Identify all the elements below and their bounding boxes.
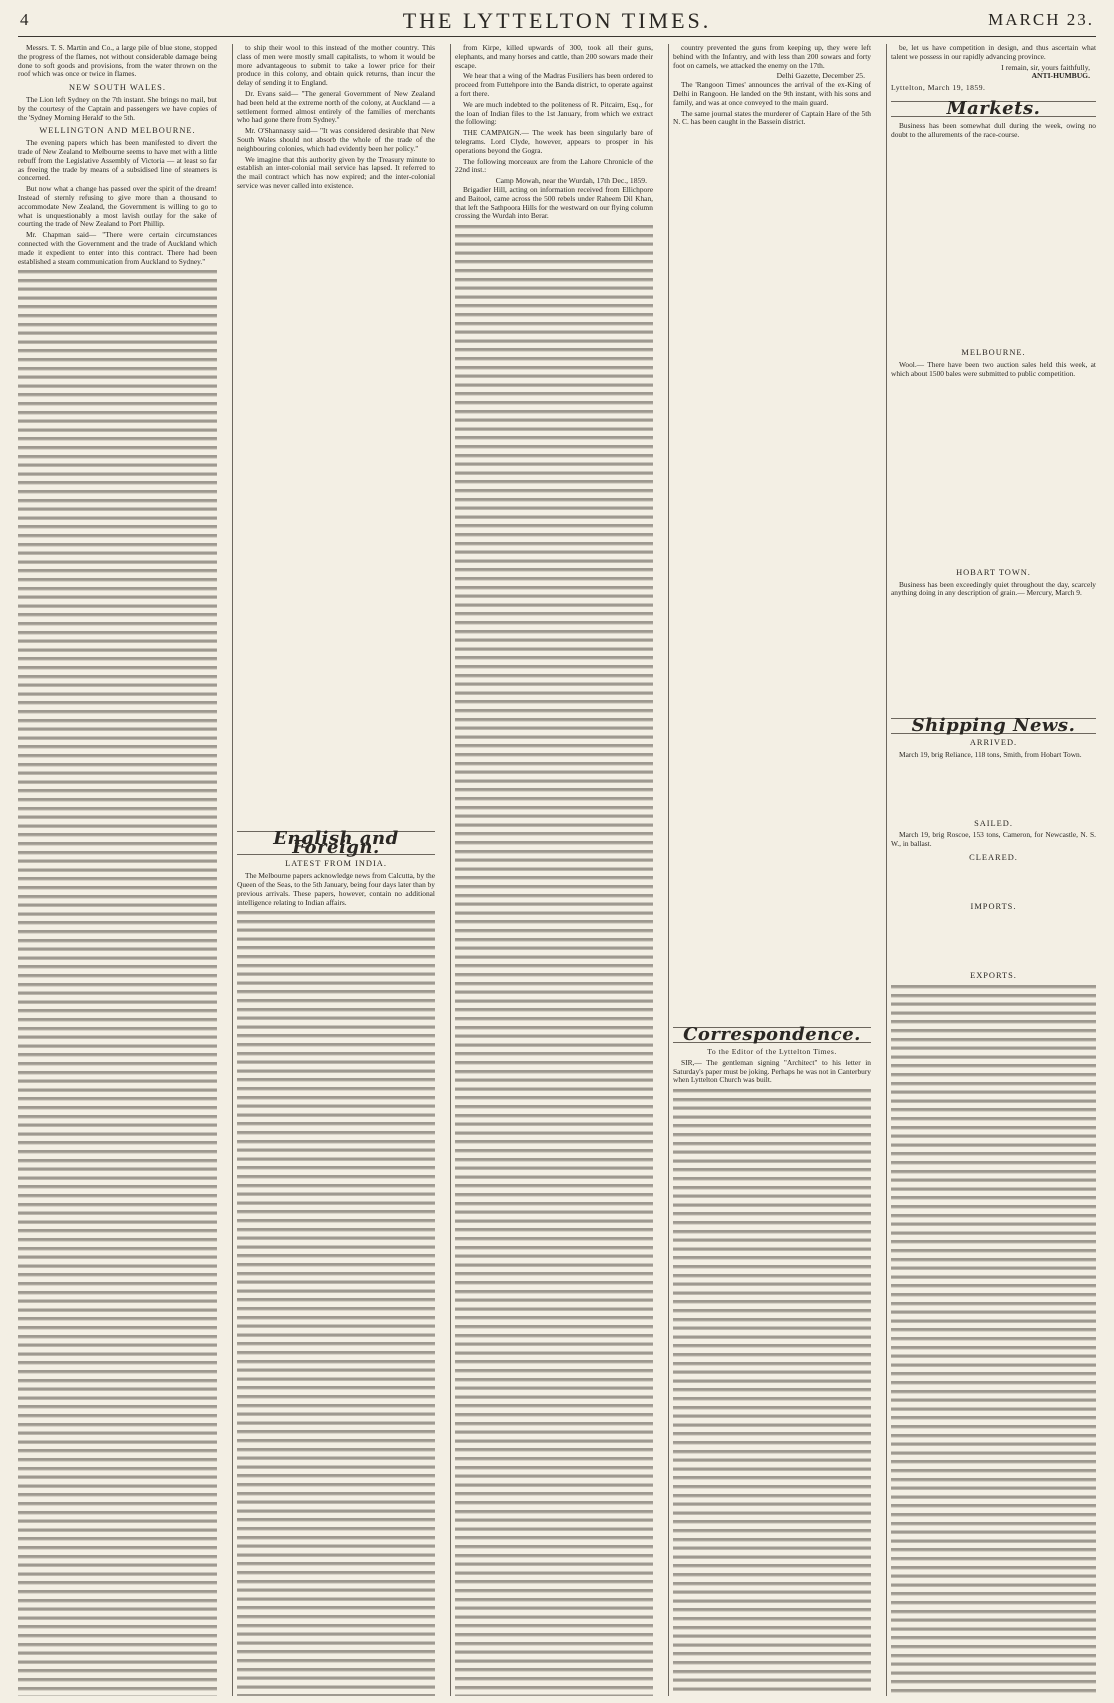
page-number: 4	[20, 10, 29, 29]
section-heading-markets: Markets.	[891, 101, 1096, 117]
continued-text	[673, 1087, 871, 1696]
article-paragraph: Mr. O'Shannassy said— "It was considered desirable that New South Wales should not absorb the whole of the trade of the neighbouring colonies, which had evidently been her policy."	[237, 126, 435, 153]
article-paragraph: The 'Rangoon Times' announces the arrival of the ex-King of Delhi in Rangoon. He landed on the 9th instant, with his sons and family, and was at once conveyed to the main guard.	[673, 80, 871, 107]
column-4	[668, 44, 875, 1696]
source-citation: Delhi Gazette, December 25.	[776, 71, 865, 81]
article-paragraph: We hear that a wing of the Madras Fusiliers has been ordered to proceed from Futtehpore into the Banda district, to operate against a fort there.	[455, 71, 653, 98]
article-paragraph: We are much indebted to the politeness of R. Pitcairn, Esq., for the loan of Indian files to the 1st January, from which we extract the following:	[455, 99, 653, 127]
continued-text	[891, 983, 1096, 1696]
column-5	[886, 44, 1100, 1696]
section-heading-foreign: English and Foreign.	[237, 831, 435, 856]
issue-date: MARCH 23.	[988, 10, 1094, 29]
article-paragraph: Wool.— There have been two auction sales held this week, at which about 1500 bales were submitted to public competition.	[891, 360, 1096, 378]
masthead	[18, 6, 1096, 37]
article-paragraph: Business has been somewhat dull during the week, owing no doubt to the allurements of the race-course.	[891, 120, 1096, 139]
paper-title: THE LYTTELTON TIMES.	[402, 8, 712, 33]
article-paragraph: The Lion left Sydney on the 7th instant. She brings no mail, but by the courtesy of the Captain and passengers we have copies of the 'Sydney Morning Herald' to the 5th.	[18, 94, 217, 122]
letter-signoff: I remain, sir, yours faithfully,	[1001, 62, 1090, 72]
section-heading: WELLINGTON AND MELBOURNE.	[39, 126, 196, 136]
column-2	[232, 44, 439, 1696]
article-paragraph: Mr. Chapman said— "There were certain circumstances connected with the Government and the trade of Auckland which made it expedient to enter into this contract. There had been established a steam communication from Auckland to Sydney."	[18, 230, 217, 266]
letter-address: To the Editor of the Lyttelton Times.	[707, 1046, 837, 1056]
letter-signature: ANTI-HUMBUG.	[1031, 71, 1090, 81]
section-heading: NEW SOUTH WALES.	[69, 83, 166, 93]
article-paragraph: SIR,— The gentleman signing "Architect" to his letter in Saturday's paper must be joking. Perhaps he was not in Canterbury when Lyttelton Church was built.	[673, 1057, 871, 1085]
article-paragraph: Messrs. T. S. Martin and Co., a large pile of blue stone, stopped the progress of the flames, not without considerable damage being done to soft goods and provisions, from the water thrown on the roof which was once or twice in flames.	[18, 44, 217, 79]
section-heading: CLEARED.	[969, 852, 1018, 862]
column-3	[450, 44, 657, 1696]
article-paragraph: The following morceaux are from the Lahore Chronicle of the 22nd inst.:	[455, 156, 653, 175]
section-heading: IMPORTS.	[970, 901, 1017, 911]
section-heading: ARRIVED.	[969, 737, 1018, 747]
article-paragraph: March 19, brig Reliance, 118 tons, Smith, from Hobart Town.	[899, 749, 1082, 759]
article-paragraph: But now what a change has passed over the spirit of the dream! Instead of sternly refusing to give more than a thousand to accommodate New Zealand, the Government is willing to go to what is unquestionably a most lavish outlay for the sake of courting the trade of New Zealand to Port Phillip.	[18, 184, 217, 229]
continued-text	[237, 909, 435, 1696]
section-heading: SAILED.	[974, 818, 1013, 828]
dateline: Camp Mowah, near the Wurdah, 17th Dec., 1859.	[495, 176, 647, 186]
article-paragraph: March 19, brig Roscoe, 153 tons, Cameron, for Newcastle, N. S. W., in ballast.	[891, 830, 1096, 849]
article-paragraph: THE CAMPAIGN.— The week has been singularly bare of telegrams. Lord Clyde, however, appears to prosper in his operations beyond the Gogra.	[455, 128, 653, 155]
article-paragraph: The same journal states the murderer of Captain Hare of the 5th N. C. has been caught in the Bassein district.	[673, 108, 871, 127]
article-paragraph: be, let us have competition in design, and thus ascertain what talent we possess in our rapidly advancing province.	[891, 44, 1096, 61]
column-1	[14, 44, 221, 1696]
section-heading-shipping: Shipping News.	[891, 718, 1096, 734]
section-heading: LATEST FROM INDIA.	[285, 859, 387, 869]
article-paragraph: Dr. Evans said— "The general Government of New Zealand had been held at the extreme north of the colony, at Auckland — a settlement formed almost entirely of the families of merchants who had gone there from Sydney."	[237, 88, 435, 125]
article-paragraph: The Melbourne papers acknowledge news from Calcutta, by the Queen of the Seas, to the 5th January, being four days later than by previous arrivals. These papers, however, contain no additional intelligence relating to Indian affairs.	[237, 871, 435, 907]
article-paragraph: We imagine that this authority given by the Treasury minute to establish an inter-colonial mail service has lapsed. It referred to the mail contract which has now expired; and the inter-colonial service was never called into existence.	[237, 154, 435, 190]
article-paragraph: The evening papers which has been manifested to divert the trade of New Zealand to Melbourne seems to have met with a little rebuff from the Legislative Assembly of Victoria — at least so far as freeing the trade by means of a subsidised line of steamers is concerned.	[18, 138, 217, 183]
section-heading: HOBART TOWN.	[956, 567, 1031, 577]
section-heading-correspondence: Correspondence.	[673, 1027, 871, 1043]
article-paragraph: Brigadier Hill, acting on information received from Ellichpore and Baitool, came across the 500 rebels under Raheem Dil Khan, that left the Sathpoora Hills for the westward on our flying column crossing the Wurdah into Berar.	[455, 184, 653, 221]
continued-text	[455, 223, 653, 1696]
continued-text	[18, 268, 217, 1696]
columns	[14, 44, 1100, 1696]
section-heading: EXPORTS.	[970, 970, 1017, 980]
article-paragraph: to ship their wool to this instead of the mother country. This class of men were mostly small capitalists, to whom it would be more advantageous to submit to take a lower price for their produce in this colony, and obtain quick returns, than incur the delay of sending it to England.	[237, 44, 435, 88]
section-heading: MELBOURNE.	[961, 348, 1026, 358]
article-paragraph: from Kirpe, killed upwards of 300, took all their guns, elephants, and many horses and cattle, than 200 sowars made their escape.	[455, 44, 653, 70]
article-paragraph: Business has been exceedingly quiet throughout the day, scarcely anything doing in any description of grain.— Mercury, March 9.	[891, 579, 1096, 598]
article-paragraph: country prevented the guns from keeping up, they were left behind with the Infantry, and with less than 200 sowars and forty foot on camels, we attacked the enemy on the 17th.	[673, 44, 871, 70]
letter-date: Lyttelton, March 19, 1859.	[891, 83, 986, 93]
